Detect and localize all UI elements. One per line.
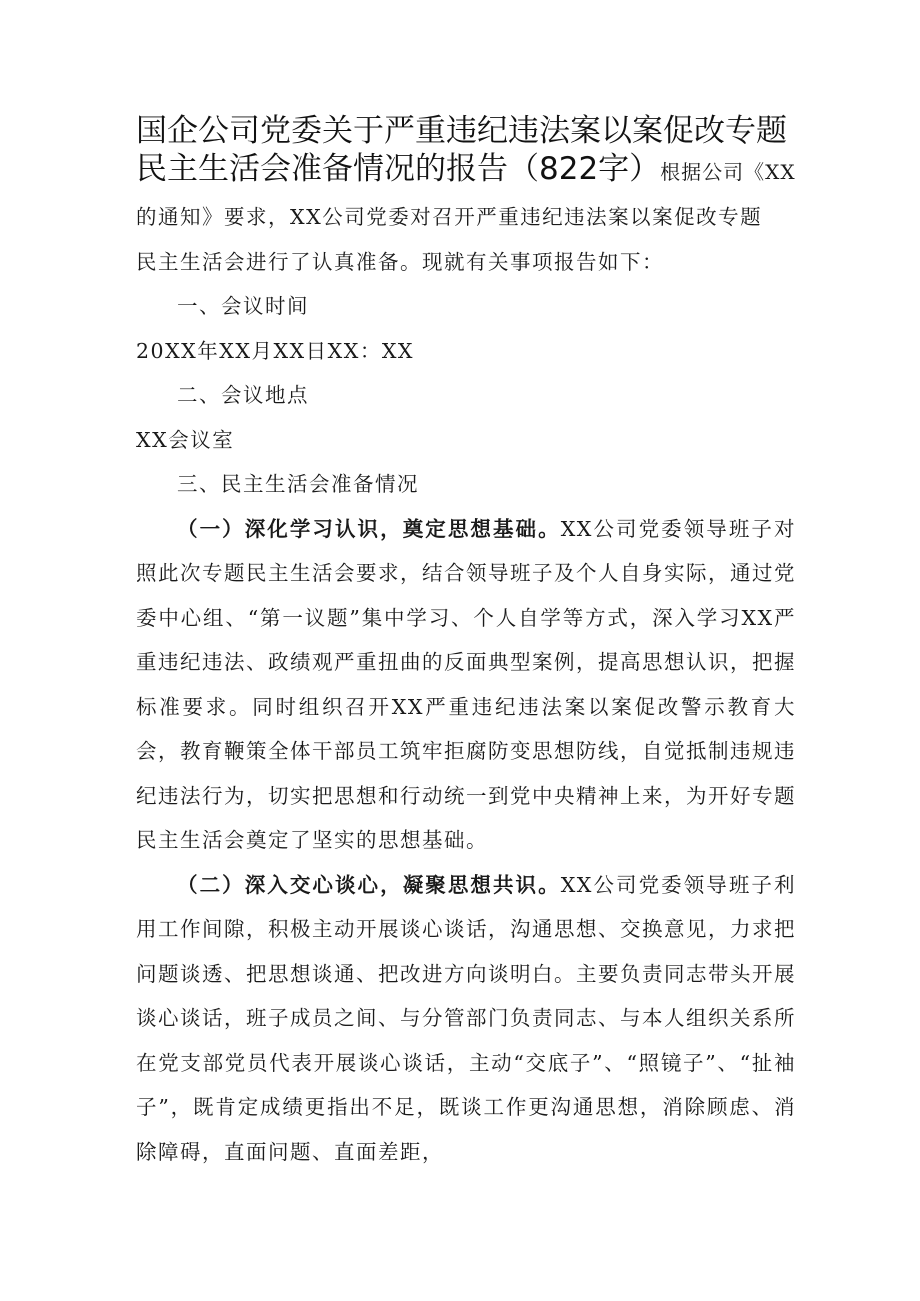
document-body — [136, 195, 796, 1174]
subsection-2-body: XX公司党委领导班子利用工作间隙，积极主动开展谈心谈话，沟通思想、交换意见，力求把问题谈透、把思想谈通、把改进方向谈明白。主要负责同志带头开展谈心谈话，班子成员之间、与分管部门负责同志、与本人组织关系所在党支部党员代表开展谈心谈话，主动“交底子”、“照镜子”、“扯袖子”，既肯定成绩更指出不足，既谈工作更沟通思想，消除顾虑、消除障碍，直面问题、直面差距， — [136, 872, 796, 1164]
subsection-2-heading: （二）深入交心谈心，凝聚思想共识。 — [177, 872, 561, 897]
document-page — [136, 112, 796, 1174]
section-2-heading: 二、会议地点 — [177, 383, 309, 407]
section-1-value: 20XX年XX月XX日XX：XX — [136, 338, 415, 363]
section-2-value: XX会议室 — [136, 427, 235, 452]
subsection-1-paragraph — [136, 507, 796, 863]
intro-line-3: 民主生活会进行了认真准备。现就有关事项报告如下： — [136, 249, 664, 274]
subsection-1-body: XX公司党委领导班子对照此次专题民主生活会要求，结合领导班子及个人自身实际，通过党委中心组、“第一议题”集中学习、个人自学等方式，深入学习XX严重违纪违法、政绩观严重扭曲的反面典型案例，提高思想认识，把握标准要求。同时组织召开XX严重违纪违法案以案促改警示教育大会，教育鞭策全体干部员工筑牢拒腐防变思想防线，自觉抵制违规违纪违法行为，切实把思想和行动统一到党中央精神上来，为开好专题民主生活会奠定了坚实的思想基础。 — [136, 516, 796, 852]
section-1-heading: 一、会议时间 — [177, 294, 309, 318]
title-line-1: 国企公司党委关于严重违纪违法案以案促改专题 — [136, 113, 787, 149]
section-3-heading: 三、民主生活会准备情况 — [177, 472, 419, 496]
intro-line-2: 的通知》要求，XX公司党委对召开严重违纪违法案以案促改专题 — [136, 205, 763, 229]
subsection-1-heading: （一）深化学习认识，奠定思想基础。 — [177, 516, 561, 541]
subsection-2-paragraph — [136, 863, 796, 1175]
title-line-2-text: 民主生活会准备情况的报告（822字） — [136, 151, 661, 187]
intro-text-start: 根据公司《XX — [660, 160, 796, 184]
title-line-2 — [136, 150, 796, 191]
document-title — [136, 112, 796, 191]
